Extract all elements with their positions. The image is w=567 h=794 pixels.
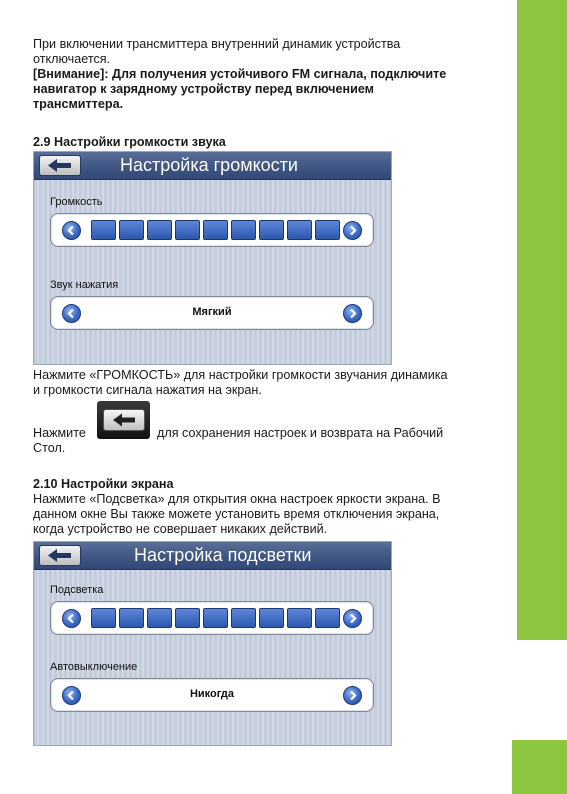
- chevron-left-icon: [63, 222, 80, 239]
- intro-line-1: При включении трансмиттера внутренний динамик устройства: [33, 37, 401, 51]
- back-arrow-icon: [40, 546, 80, 565]
- backlight-increase-button[interactable]: [343, 609, 362, 628]
- section-heading-screen: 2.10 Настройки экрана: [33, 477, 174, 491]
- screen-titlebar: [34, 152, 391, 180]
- volume-decrease-button[interactable]: [62, 221, 81, 240]
- backlight-settings-screen: [33, 541, 392, 746]
- save-instruction-before: Нажмите: [33, 426, 86, 440]
- green-side-tab: [517, 0, 567, 640]
- warning-line-3: трансмиттера.: [33, 97, 124, 111]
- backlight-segment: [119, 608, 144, 628]
- screen-title: Настройка громкости: [120, 155, 298, 175]
- volume-segment: [315, 220, 340, 240]
- green-page-tab: [512, 740, 567, 794]
- back-arrow-icon: [40, 156, 80, 175]
- chevron-left-icon: [63, 610, 80, 627]
- back-button-illustration: [97, 401, 150, 439]
- backlight-level-bars: [91, 608, 340, 628]
- volume-label: Громкость: [50, 196, 103, 208]
- volume-desc-line-1: Нажмите «ГРОМКОСТЬ» для настройки громкости звучания динамика: [33, 368, 448, 382]
- back-arrow-icon: [104, 410, 144, 430]
- chevron-right-icon: [344, 610, 361, 627]
- volume-segment: [119, 220, 144, 240]
- volume-segment: [287, 220, 312, 240]
- autooff-label: Автовыключение: [50, 661, 138, 673]
- volume-segment: [91, 220, 116, 240]
- click-sound-next-button[interactable]: [343, 304, 362, 323]
- screen-desc-line-3: когда устройство не совершает никаких действий.: [33, 522, 328, 536]
- screen-desc-line-2: данном окне Вы также можете установить время отключения экрана,: [33, 507, 440, 521]
- click-sound-label: Звук нажатия: [50, 279, 119, 291]
- volume-level-bars: [91, 220, 340, 240]
- backlight-segment: [287, 608, 312, 628]
- volume-desc-line-2: и громкости сигнала нажатия на экран.: [33, 383, 262, 397]
- backlight-decrease-button[interactable]: [62, 609, 81, 628]
- backlight-segment: [315, 608, 340, 628]
- autooff-next-button[interactable]: [343, 686, 362, 705]
- click-sound-selector[interactable]: [50, 296, 374, 330]
- section-heading-volume: 2.9 Настройки громкости звука: [33, 135, 226, 149]
- save-instruction-after: для сохранения настроек и возврата на Рабочий: [157, 426, 444, 440]
- backlight-segment: [203, 608, 228, 628]
- backlight-label: Подсветка: [50, 584, 104, 596]
- backlight-slider[interactable]: [50, 601, 374, 635]
- volume-slider[interactable]: [50, 213, 374, 247]
- backlight-segment: [91, 608, 116, 628]
- warning-line-2: навигатор к зарядному устройству перед включением: [33, 82, 374, 96]
- autooff-value: Никогда: [189, 688, 235, 700]
- chevron-right-icon: [344, 305, 361, 322]
- backlight-segment: [259, 608, 284, 628]
- intro-line-2: отключается.: [33, 52, 111, 66]
- volume-increase-button[interactable]: [343, 221, 362, 240]
- backlight-segment: [175, 608, 200, 628]
- volume-segment: [175, 220, 200, 240]
- backlight-segment: [147, 608, 172, 628]
- screen-desc-line-1: Нажмите «Подсветка» для открытия окна настроек яркости экрана. В: [33, 492, 441, 506]
- chevron-right-icon: [344, 687, 361, 704]
- volume-settings-screen: [33, 151, 392, 365]
- autooff-selector[interactable]: [50, 678, 374, 712]
- volume-segment: [147, 220, 172, 240]
- back-button[interactable]: [39, 545, 81, 566]
- click-sound-value: Мягкий: [192, 306, 232, 318]
- screen-titlebar: [34, 542, 391, 570]
- backlight-segment: [231, 608, 256, 628]
- screen-title: Настройка подсветки: [134, 545, 312, 565]
- back-button[interactable]: [39, 155, 81, 176]
- save-instruction-line-2: Стол.: [33, 441, 66, 455]
- volume-segment: [231, 220, 256, 240]
- warning-line-1: [Внимание]: Для получения устойчивого FM сигнала, подключите: [33, 67, 447, 81]
- volume-segment: [259, 220, 284, 240]
- volume-segment: [203, 220, 228, 240]
- chevron-right-icon: [344, 222, 361, 239]
